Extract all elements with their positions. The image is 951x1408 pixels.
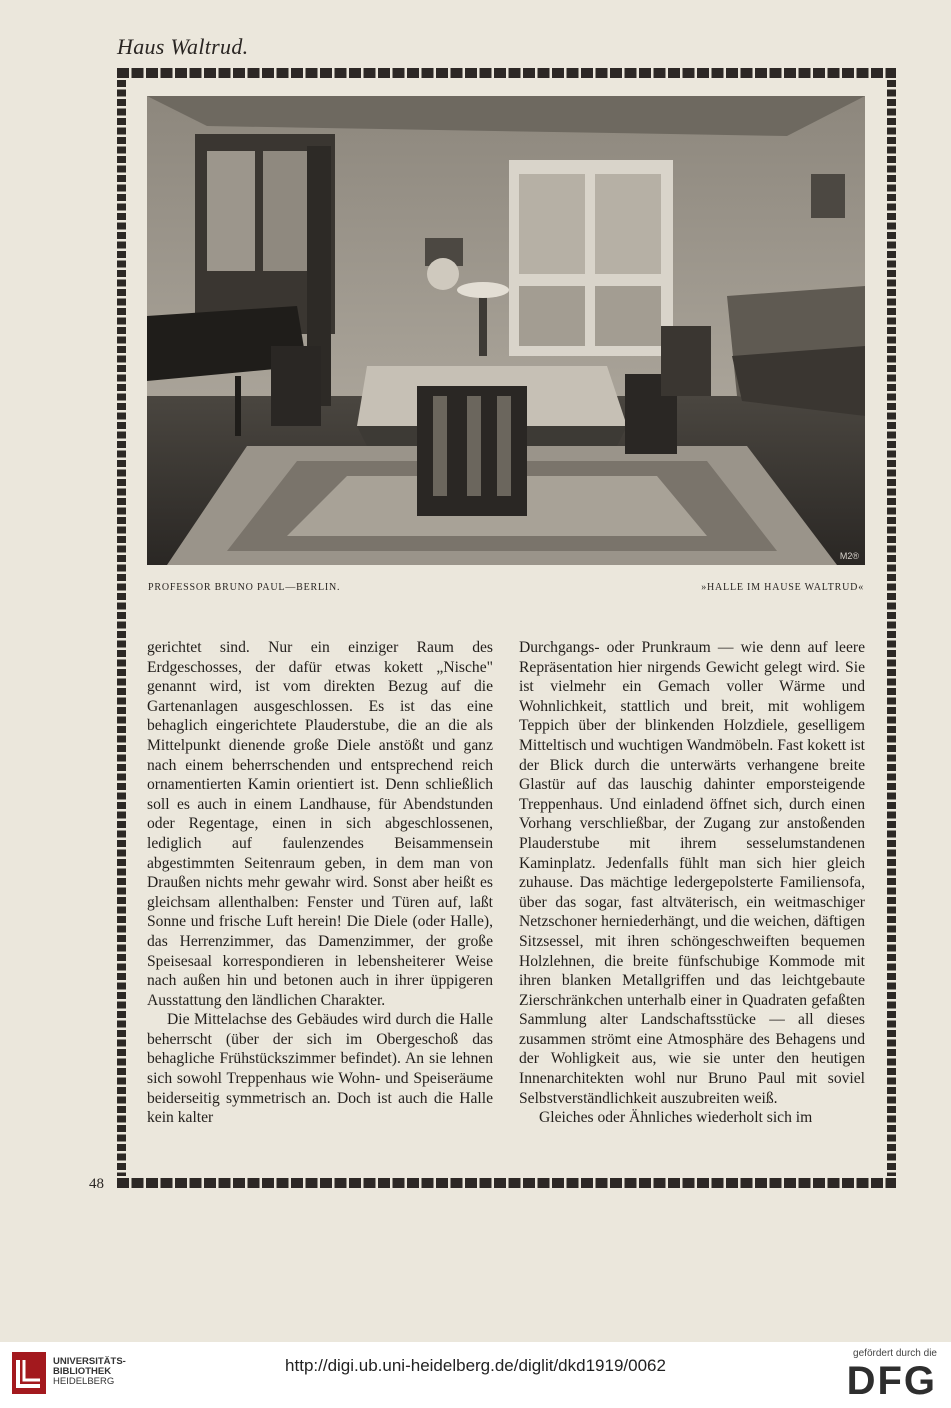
decorative-frame-left <box>117 80 126 1176</box>
sponsor-caption: gefördert durch die <box>853 1348 937 1359</box>
running-title: Haus Waltrud. <box>117 34 249 59</box>
paragraph: Die Mittelachse des Gebäudes wird durch die Halle beherrscht (über der sich im Obergeschoß das behagliche Frühstückszimmer befindet). An sie lehnen sich sowohl Treppenhaus wie Wohn- und Speiseräume beiderseitig symmetrisch an. Doch ist auch die Halle kein kalter <box>147 1011 493 1127</box>
hall-interior-image <box>147 96 865 565</box>
interior-photograph <box>147 96 865 565</box>
text-column-right <box>519 638 865 1128</box>
figure-caption-architect: PROFESSOR BRUNO PAUL—BERLIN. <box>148 582 341 593</box>
paragraph: Durchgangs- oder Prunkraum — wie denn auf leere Repräsentation hier nirgends Gewicht gelegt wird. Sie ist vielmehr ein Gemach voller Wärme und Wohnlichkeit, stattlich und breit, mit wohligem Teppich über der blinkenden Holzdiele, geselligem Mitteltisch und wuchtigen Wandmöbeln. Fast kokett ist der Blick durch die unterwärts verhangene breite Glastür auf das lauschig dahinter emporsteigende Treppenhaus. Und einladend öffnet sich, durch einen Vorhang verschließbar, der Zugang zur anstoßenden Plauderstube mit ihrem sesselumstandenen Kaminplatz. Jedenfalls fühlt man sich hier gleich zuhause. Das mächtige ledergepolsterte Familiensofa, über das sogar, fast altväterisch, ein weitmaschiger Netzschoner herniederhängt, und die weichen, däftigen Sitzsessel, mit ihren schöngeschweiften bequemen Holzlehnen, die breite fünfschubige Kommode mit ihren blanken Metallgriffen und das leichtgebaute Zierschränkchen unterhalb einer in Quadraten gefaßten Sammlung alter Landschaftsstücke — all dieses zusammen strömt eine Atmosphäre des Behagens und der Wohligkeit aus, wie sie unter den heutigen Innenarchitekten wohl nur Bruno Paul mit soviel Selbstverständlichkeit auszubreiten weiß. <box>519 639 865 1107</box>
photographer-mark: M2® <box>839 551 859 561</box>
dfg-logo: DFG <box>846 1359 937 1403</box>
library-name-line: BIBLIOTHEK <box>53 1366 112 1377</box>
library-name-line: UNIVERSITÄTS- <box>53 1356 126 1367</box>
paragraph: gerichtet sind. Nur ein einziger Raum des Erdgeschosses, der dafür etwas kokett „Nische" genannt wird, ist vom direkten Bezug auf die Gartenanlagen ausgeschlossen. Es ist das eine behaglich eingerichtete Plauderstube, die an die als Mittelpunkt dienende große Diele anstößt und ganz nach einem beherrschenden und entsprechend reich ornamentierten Kamin orientiert ist. Denn schließlich soll es auch in einem Landhause, für Abendstunden oder Regentage, einen in sich abgeschlossenen, lediglich auf faulenzendes Beisammensein abgestimmten Seitenraum geben, in dem man von Draußen nichts mehr gewahr wird. Sonst aber heißt es gleichsam allenthalben: Fenster und Türen auf, laßt Sonne und frische Luft herein! Die Diele (oder Halle), das Herrenzimmer, das Damenzimmer, der große Speisesaal korrespondieren in lebensheiterer Weise nach außen hin und betonen auch in ihrer üppigeren Ausstattung den ländlichen Charakter. <box>147 639 493 1009</box>
text-column-left <box>147 638 493 1128</box>
decorative-frame-top <box>117 68 896 78</box>
library-name-line: HEIDELBERG <box>53 1376 115 1387</box>
paragraph: Gleiches oder Ähnliches wiederholt sich im <box>539 1109 813 1127</box>
permalink-url[interactable]: http://digi.ub.uni-heidelberg.de/diglit/dkd1919/0062 <box>285 1356 666 1375</box>
figure-caption-title: »HALLE IM HAUSE WALTRUD« <box>701 582 864 593</box>
decorative-frame-bottom <box>117 1178 896 1188</box>
decorative-frame-right <box>887 80 896 1176</box>
page-number: 48 <box>89 1176 104 1192</box>
